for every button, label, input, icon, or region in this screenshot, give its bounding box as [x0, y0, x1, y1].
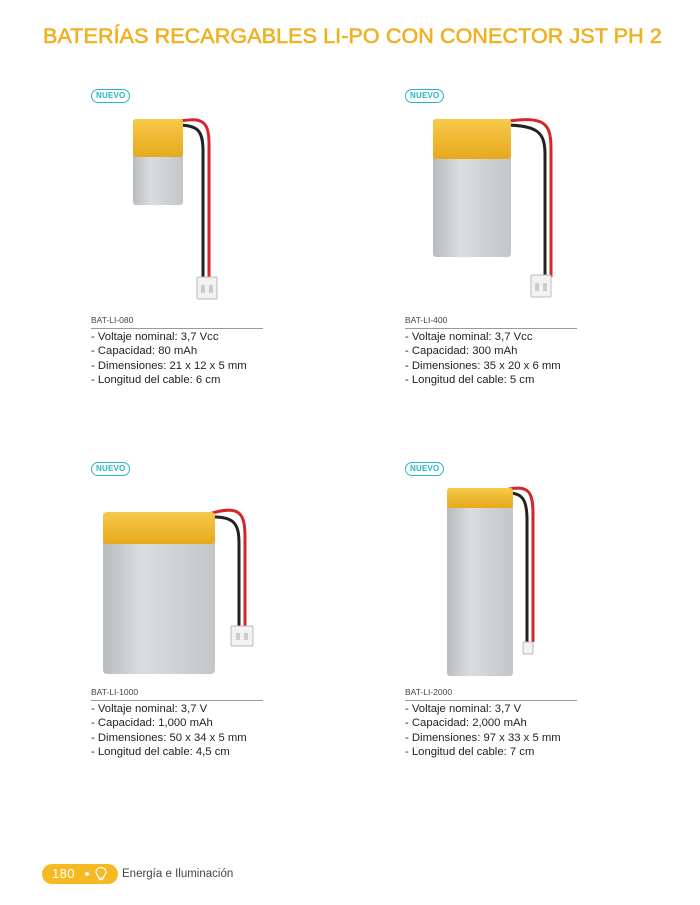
- spec-cable-length: - Longitud del cable: 6 cm: [91, 374, 221, 387]
- spec-cable-length: - Longitud del cable: 7 cm: [405, 746, 535, 759]
- spec-capacity: - Capacidad: 2,000 mAh: [405, 717, 527, 730]
- lightbulb-icon: [94, 866, 108, 882]
- spec-voltage: - Voltaje nominal: 3,7 Vcc: [91, 331, 219, 343]
- spec-voltage: - Voltaje nominal: 3,7 Vcc: [405, 331, 533, 343]
- spec-dimensions: - Dimensiones: 21 x 12 x 5 mm: [91, 359, 247, 372]
- spec-voltage: - Voltaje nominal: 3,7 V: [91, 703, 208, 715]
- spec-dimensions: - Dimensiones: 97 x 33 x 5 mm: [405, 731, 561, 744]
- page-number: 180: [52, 866, 75, 881]
- spec-capacity: - Capacidad: 1,000 mAh: [91, 717, 213, 730]
- badge-nuevo: NUEVO: [91, 462, 130, 476]
- separator-dot: [85, 872, 89, 876]
- section-name: Energía e Iluminación: [122, 868, 234, 880]
- battery-image: [91, 89, 291, 311]
- badge-nuevo: NUEVO: [405, 89, 444, 103]
- badge-nuevo: NUEVO: [405, 462, 444, 476]
- spec-voltage: - Voltaje nominal: 3,7 V: [405, 703, 522, 715]
- product-specs: [91, 330, 247, 388]
- battery-image: [405, 89, 605, 311]
- spec-cable-length: - Longitud del cable: 4,5 cm: [91, 746, 230, 759]
- product-sku: BAT-LI-2000: [405, 687, 577, 701]
- product-specs: [405, 702, 561, 760]
- spec-capacity: - Capacidad: 300 mAh: [405, 345, 518, 358]
- page-title: BATERÍAS RECARGABLES LI-PO CON CONECTOR JST PH 2: [43, 24, 662, 48]
- spec-capacity: - Capacidad: 80 mAh: [91, 345, 198, 358]
- product-sku: BAT-LI-1000: [91, 687, 263, 701]
- product-bat-li-2000: [405, 462, 655, 762]
- badge-nuevo: NUEVO: [91, 89, 130, 103]
- product-bat-li-1000: [91, 462, 341, 762]
- product-bat-li-080: [91, 89, 341, 389]
- spec-cable-length: - Longitud del cable: 5 cm: [405, 374, 535, 387]
- product-specs: [405, 330, 561, 388]
- battery-image: [91, 462, 291, 684]
- battery-image: [405, 462, 605, 684]
- product-bat-li-400: [405, 89, 655, 389]
- spec-dimensions: - Dimensiones: 50 x 34 x 5 mm: [91, 731, 247, 744]
- product-sku: BAT-LI-400: [405, 315, 577, 329]
- product-sku: BAT-LI-080: [91, 315, 263, 329]
- spec-dimensions: - Dimensiones: 35 x 20 x 6 mm: [405, 359, 561, 372]
- product-specs: [91, 702, 247, 760]
